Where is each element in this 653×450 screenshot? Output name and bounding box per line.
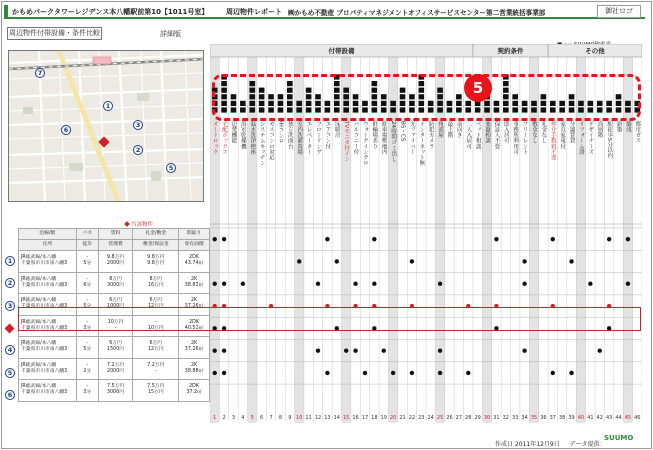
map-marker: 1: [103, 101, 113, 111]
column-number: 5: [250, 415, 254, 421]
map-marker: 3: [133, 120, 143, 130]
cell-line-address-top: JR総武線/本八幡: [21, 276, 57, 282]
feature-dot: [316, 348, 320, 352]
cell-rent-mgmt-bottom: 1500円: [107, 347, 125, 353]
cell-line-address: [19, 380, 77, 402]
column-number: 13: [324, 415, 331, 421]
header-layout: 間取り: [179, 229, 210, 240]
feature-column-label: 追焚機能: [230, 121, 237, 144]
feature-dot: [372, 282, 376, 286]
header-line-station: 沿線/駅: [19, 229, 77, 240]
header-deposit: 敷金/保証金: [133, 240, 179, 251]
cell-layout-area-bottom: 40.51㎡: [184, 325, 204, 331]
cell-line-address-bottom: 千葉県市川市南八幡3: [21, 261, 68, 267]
feature-column-label: ペット相談: [474, 121, 481, 149]
column-number: 32: [502, 415, 510, 421]
area-map: [8, 50, 204, 202]
feature-dot: [607, 237, 611, 241]
cell-rent-mgmt-bottom: 1000円: [107, 304, 125, 310]
column-number: 23: [418, 415, 425, 421]
feature-dot: [222, 282, 226, 286]
feature-column-label: 二人入居可: [465, 121, 472, 149]
cell-key-deposit-bottom: 15万円: [147, 390, 164, 396]
feature-column-label: 24時間ゴミ出し: [390, 121, 397, 162]
header-address: 住所: [19, 240, 77, 251]
property-title: かもめパークタワーレジデンス本八幡駅前第10【1011号室】: [12, 8, 209, 16]
cell-layout-area-top: 2DK: [189, 319, 200, 325]
column-number: 24: [427, 415, 434, 421]
feature-dot: [222, 371, 226, 375]
column-number: 7: [269, 415, 273, 421]
cell-rent-mgmt-top: 9.8万円: [106, 255, 125, 261]
feature-dot: [438, 348, 442, 352]
target-row-highlight: [18, 307, 641, 331]
feature-column-label: エレベーター: [305, 121, 312, 155]
column-number: 27: [455, 415, 463, 421]
column-number: 31: [493, 415, 500, 421]
cell-key-deposit: [133, 251, 179, 273]
cell-layout-area: [179, 380, 210, 402]
cell-key-deposit-bottom: 12万円: [147, 304, 164, 310]
cell-rent-mgmt: [98, 272, 133, 294]
feature-dot: [212, 371, 216, 375]
cell-bus-walk-bottom: 3分: [83, 325, 92, 331]
feature-dot: [335, 259, 339, 263]
feature-dot: [438, 282, 442, 286]
cell-key-deposit: [133, 380, 179, 402]
feature-dot: [212, 348, 216, 352]
feature-column-label: 分譲賃貸: [568, 121, 575, 144]
cell-rent-mgmt-top: 7.2万円: [106, 362, 125, 368]
column-number: 17: [361, 415, 369, 421]
cell-rent-mgmt-top: 6万円: [109, 298, 122, 304]
feature-column-label: 都市ガス: [634, 121, 641, 144]
cell-line-address-top: JR総武線/本八幡: [21, 384, 57, 390]
column-number: 10: [296, 415, 303, 421]
cell-rent-mgmt-bottom: 3000円: [107, 390, 125, 396]
column-number: 46: [634, 415, 641, 421]
callout-number-badge: 5: [464, 74, 492, 102]
cell-line-address-top: JR総武線/本八幡: [21, 298, 57, 304]
feature-column-label: 駅徒歩5分以内: [606, 121, 613, 159]
column-number: 6: [260, 415, 264, 421]
cell-bus-walk-bottom: 2分: [83, 368, 92, 374]
row-number-badge: 6: [5, 390, 15, 400]
cell-layout-area-bottom: 37.2㎡: [186, 390, 202, 396]
column-number: 25: [436, 415, 444, 421]
feature-dot: [297, 259, 301, 263]
column-number: 45: [624, 415, 632, 421]
cell-layout-area-top: 2DK: [189, 255, 200, 261]
feature-dot: [551, 237, 555, 241]
suumo-logo: SUUMO: [604, 434, 634, 442]
data-source-label: データ提供：: [569, 441, 606, 448]
feature-dot: [588, 282, 592, 286]
column-number: 41: [587, 415, 594, 421]
feature-column-label: BS・CS: [399, 121, 406, 142]
group-header-label: 契約条件: [497, 47, 524, 55]
feature-dot: [494, 237, 498, 241]
cell-key-deposit-bottom: 9.8万円: [147, 261, 165, 267]
cell-bus-walk-top: ‐: [86, 276, 89, 282]
cell-line-address-top: JR総武線/本八幡: [21, 341, 57, 347]
feature-column-label: 駐輪場あり: [371, 121, 378, 149]
feature-dot: [241, 282, 245, 286]
cell-key-deposit-top: 8万円: [149, 276, 163, 282]
cell-bus-walk: [76, 251, 98, 273]
feature-column-label: 楽器相談: [484, 121, 491, 144]
cell-bus-walk-top: ‐: [86, 255, 89, 261]
created-label: 作成日: [495, 441, 514, 448]
cell-key-deposit: [133, 337, 179, 359]
column-number: 19: [380, 415, 387, 421]
column-number: 29: [474, 415, 481, 421]
feature-column-label: ウォークインクロ: [361, 121, 368, 166]
feature-column-label: 浴室乾燥機: [239, 121, 246, 149]
column-number: 16: [352, 415, 359, 421]
property-row: [19, 272, 210, 294]
header-rent: 賃料: [98, 229, 133, 240]
property-row: [19, 380, 210, 402]
feature-column-label: フリーレント: [521, 121, 528, 155]
cell-line-address-bottom: 千葉県市川市南八幡3: [21, 368, 68, 374]
column-number: 33: [512, 415, 519, 421]
feature-column-label: 温水洗浄便座: [249, 121, 256, 155]
feature-column-label: オートロック: [211, 121, 218, 155]
column-number: 14: [333, 415, 340, 421]
column-number: 38: [558, 415, 566, 421]
feature-dot: [569, 259, 573, 263]
cell-bus-walk: [76, 358, 98, 380]
report-title: 周辺物件レポート: [226, 8, 282, 16]
row-number-badge: 4: [5, 345, 15, 355]
property-row: [19, 337, 210, 359]
cell-key-deposit-top: 7.2万円: [147, 362, 165, 368]
cell-key-deposit-bottom: 12万円: [147, 347, 164, 353]
column-number: 37: [549, 415, 556, 421]
feature-column-label: インターネット無: [418, 121, 425, 166]
cell-bus-walk-top: ‐: [86, 384, 89, 390]
cell-line-address: [19, 337, 77, 359]
feature-dot: [522, 259, 526, 263]
feature-dot: [212, 282, 216, 286]
feature-dot: [222, 237, 226, 241]
cell-layout-area-top: 2K: [190, 298, 198, 304]
column-number: 43: [605, 415, 613, 421]
header-accent-bar: [4, 5, 8, 19]
cell-key-deposit: [133, 272, 179, 294]
feature-dot: [316, 282, 320, 286]
feature-dot: [344, 348, 348, 352]
feature-dot: [598, 348, 602, 352]
cell-bus-walk-bottom: 5分: [83, 261, 92, 267]
cell-line-address: [19, 251, 77, 273]
feature-dot: [551, 371, 555, 375]
cell-bus-walk: [76, 337, 98, 359]
cell-bus-walk-bottom: 5分: [83, 347, 92, 353]
column-number: 36: [540, 415, 547, 421]
feature-dot: [353, 348, 357, 352]
cell-layout-area: [179, 337, 210, 359]
cell-rent-mgmt-top: 8万円: [109, 276, 122, 282]
report-header: [4, 5, 645, 19]
row-number-badge: 1: [5, 256, 15, 266]
feature-column-label: 敷金なし: [531, 121, 537, 144]
feature-dot: [222, 348, 226, 352]
column-number: 11: [305, 415, 312, 421]
map-marker: 5: [166, 163, 176, 173]
cell-bus-walk-bottom: 5分: [83, 304, 92, 310]
cell-layout-area-top: 2K: [190, 276, 198, 282]
column-number: 15: [342, 415, 350, 421]
popularity-callout-box: [212, 74, 641, 121]
column-number: 2: [222, 415, 226, 421]
feature-column-label: 宅配ボックス: [221, 121, 228, 155]
target-legend-icon: [124, 221, 130, 227]
column-number: 1: [213, 415, 217, 421]
cell-rent-mgmt-bottom: ‐: [114, 325, 117, 331]
feature-dot: [522, 348, 526, 352]
cell-key-deposit-top: 6万円: [149, 298, 163, 304]
map-marker: 7: [35, 68, 45, 78]
company-logo-placeholder: 御社ロゴ: [597, 5, 641, 18]
feature-column-label: 家具家電付: [559, 121, 566, 149]
column-number: 39: [568, 415, 575, 421]
feature-column-label: リフォーム済: [577, 121, 584, 155]
column-number: 12: [314, 415, 322, 421]
cell-rent-mgmt-top: 10万円: [107, 319, 124, 325]
cell-bus-walk-bottom: 6分: [83, 282, 92, 288]
cell-key-deposit-top: 9.8万円: [147, 255, 165, 261]
map-marker: 6: [61, 125, 71, 135]
feature-column-label: IHコンロ: [277, 121, 284, 144]
column-number: 30: [483, 415, 491, 421]
cell-bus-walk: [76, 380, 98, 402]
column-number: 22: [408, 415, 416, 421]
feature-column-label: 防犯カメラ: [427, 121, 434, 149]
feature-dot: [410, 259, 414, 263]
feature-dot: [626, 282, 630, 286]
row-number-badge: 3: [5, 301, 15, 311]
map-marker: 2: [133, 145, 143, 155]
feature-column-label: 角部屋: [437, 121, 444, 138]
cell-layout-area-top: 2K: [190, 362, 198, 368]
cell-key-deposit: [133, 358, 179, 380]
column-number: 4: [241, 415, 245, 421]
feature-dot: [325, 237, 329, 241]
column-number: 9: [288, 415, 292, 421]
feature-column-label: 高層階: [596, 121, 603, 138]
column-number: 40: [577, 415, 585, 421]
cell-layout-area-bottom: 43.74㎡: [184, 261, 204, 267]
feature-column-label: 駐車場敷地内: [380, 121, 387, 155]
cell-key-deposit-bottom: 16万円: [147, 282, 164, 288]
header-mgmt-fee: 管理費: [98, 240, 133, 251]
feature-column-label: 即入居可: [502, 121, 509, 144]
cell-layout-area: [179, 272, 210, 294]
cell-rent-mgmt: [98, 380, 133, 402]
feature-column-label: 最上階: [446, 121, 453, 138]
cell-rent-mgmt-bottom: 3000円: [107, 282, 125, 288]
header-area: 専有面積: [179, 240, 210, 251]
cell-bus-walk-top: ‐: [86, 319, 89, 325]
cell-rent-mgmt: [98, 251, 133, 273]
feature-column-label: ガスコンロ対応: [268, 121, 275, 161]
column-number: 42: [596, 415, 603, 421]
property-row: [19, 251, 210, 273]
feature-dot: [212, 237, 216, 241]
cell-bus-walk-bottom: 3分: [83, 390, 92, 396]
feature-dot: [522, 282, 526, 286]
cell-layout-area: [179, 358, 210, 380]
header-bus: バス: [76, 229, 98, 240]
row-number-badge: 2: [5, 278, 15, 288]
cell-layout-area-bottom: 37.26㎡: [184, 304, 204, 310]
group-header-label: その他: [585, 47, 605, 55]
company-name: ㈱かもめ不動産 プロパティマネジメントオフィスサービスセンター第二営業統括事業部: [288, 9, 546, 17]
column-number: 18: [371, 415, 378, 421]
feature-column-label: エアコン付: [324, 121, 331, 149]
feature-column-label: バルコニー付: [352, 121, 359, 155]
cell-rent-mgmt-top: 6万円: [109, 341, 122, 347]
cell-key-deposit-top: 7.5万円: [147, 384, 165, 390]
column-number: 20: [389, 415, 397, 421]
section-subtitle: 周辺物件付帯設備・条件比較: [7, 27, 102, 40]
feature-column-label: TVモニタ付イン: [343, 121, 350, 162]
cell-line-address-top: JR総武線/本八幡: [21, 362, 57, 368]
feature-column-label: 新築: [615, 121, 622, 133]
cell-layout-area-top: 2DK: [189, 384, 200, 390]
header-key-money: 礼金/敷金: [133, 229, 179, 240]
cell-bus-walk: [76, 272, 98, 294]
cell-key-deposit-top: 6万円: [149, 341, 163, 347]
feature-column-label: システムキッチン: [258, 121, 265, 166]
column-number: 35: [530, 415, 538, 421]
cell-rent-mgmt-top: 7.5万円: [106, 384, 125, 390]
detail-version-label: 詳細版: [160, 30, 181, 38]
feature-dot: [466, 371, 470, 375]
cell-line-address-bottom: 千葉県市川市南八幡3: [21, 347, 68, 353]
cell-line-address-top: JR総武線/本八幡: [21, 319, 57, 325]
created-date: 2011年12月9日: [514, 441, 560, 448]
cell-rent-mgmt: [98, 358, 133, 380]
column-number: 44: [615, 415, 622, 421]
feature-dot: [363, 371, 367, 375]
feature-column-label: 独立洗面台: [286, 121, 293, 149]
feature-column-label: 仲介手数料不要: [549, 121, 556, 161]
feature-dot: [353, 282, 357, 286]
target-legend-label: 当該物件: [131, 222, 154, 228]
cell-key-deposit-bottom: 10万円: [147, 325, 164, 331]
feature-column-label: 南向き: [455, 121, 462, 138]
feature-dot: [325, 371, 329, 375]
column-number: 34: [521, 415, 528, 421]
feature-dot: [410, 371, 414, 375]
cell-line-address-bottom: 千葉県市川市南八幡3: [21, 304, 68, 310]
cell-layout-area-bottom: 38.83㎡: [184, 282, 204, 288]
cell-bus-walk-top: ‐: [86, 362, 89, 368]
header-walk: 徒歩: [76, 240, 98, 251]
feature-column-label: 築浅: [624, 121, 631, 133]
cell-line-address: [19, 358, 77, 380]
group-header-label: 付帯設備: [328, 47, 355, 55]
feature-dot: [391, 371, 395, 375]
feature-column-label: 室内洗濯置場: [296, 121, 303, 155]
cell-rent-mgmt: [98, 337, 133, 359]
cell-layout-area: [179, 251, 210, 273]
cell-line-address-bottom: 千葉県市川市南八幡3: [21, 282, 68, 288]
cell-bus-walk-top: ‐: [86, 298, 89, 304]
cell-line-address-bottom: 千葉県市川市南八幡3: [21, 390, 68, 396]
column-number: 8: [278, 415, 283, 421]
feature-column-label: 礼金なし: [540, 121, 547, 144]
feature-column-label: 保証人不要: [493, 121, 500, 149]
cell-key-deposit-bottom: ‐: [154, 368, 157, 374]
cell-rent-mgmt-bottom: 2000円: [107, 368, 125, 374]
column-number: 26: [446, 415, 453, 421]
cell-line-address-bottom: 千葉県市川市南八幡3: [21, 325, 68, 331]
cell-line-address: [19, 272, 77, 294]
row-number-badge: 5: [5, 368, 15, 378]
column-number: 21: [399, 415, 406, 421]
cell-rent-mgmt-bottom: 2000円: [107, 261, 125, 267]
cell-layout-area-bottom: 37.26㎡: [184, 347, 204, 353]
feature-column-label: 事務所利用可: [512, 121, 519, 155]
feature-dot: [626, 237, 630, 241]
footer-info: [495, 439, 606, 448]
target-legend: [125, 220, 153, 228]
cell-bus-walk-top: ‐: [86, 341, 89, 347]
column-number: 3: [231, 415, 236, 421]
feature-column-label: デザイナーズ: [587, 121, 594, 155]
feature-dot: [569, 371, 573, 375]
cell-layout-area-bottom: 38.88㎡: [184, 368, 204, 374]
feature-dot: [438, 371, 442, 375]
property-row: [19, 358, 210, 380]
cell-layout-area-top: 2K: [190, 341, 198, 347]
feature-dot: [372, 237, 376, 241]
feature-column-label: 床暖房: [333, 121, 340, 138]
cell-key-deposit-top: ‐: [154, 319, 157, 325]
feature-column-label: 光ファイバー: [408, 121, 415, 155]
cell-line-address-top: JR総武線/本八幡: [21, 255, 57, 261]
feature-column-label: フローリング: [315, 121, 321, 155]
feature-dot: [382, 348, 386, 352]
column-number: 28: [465, 415, 472, 421]
